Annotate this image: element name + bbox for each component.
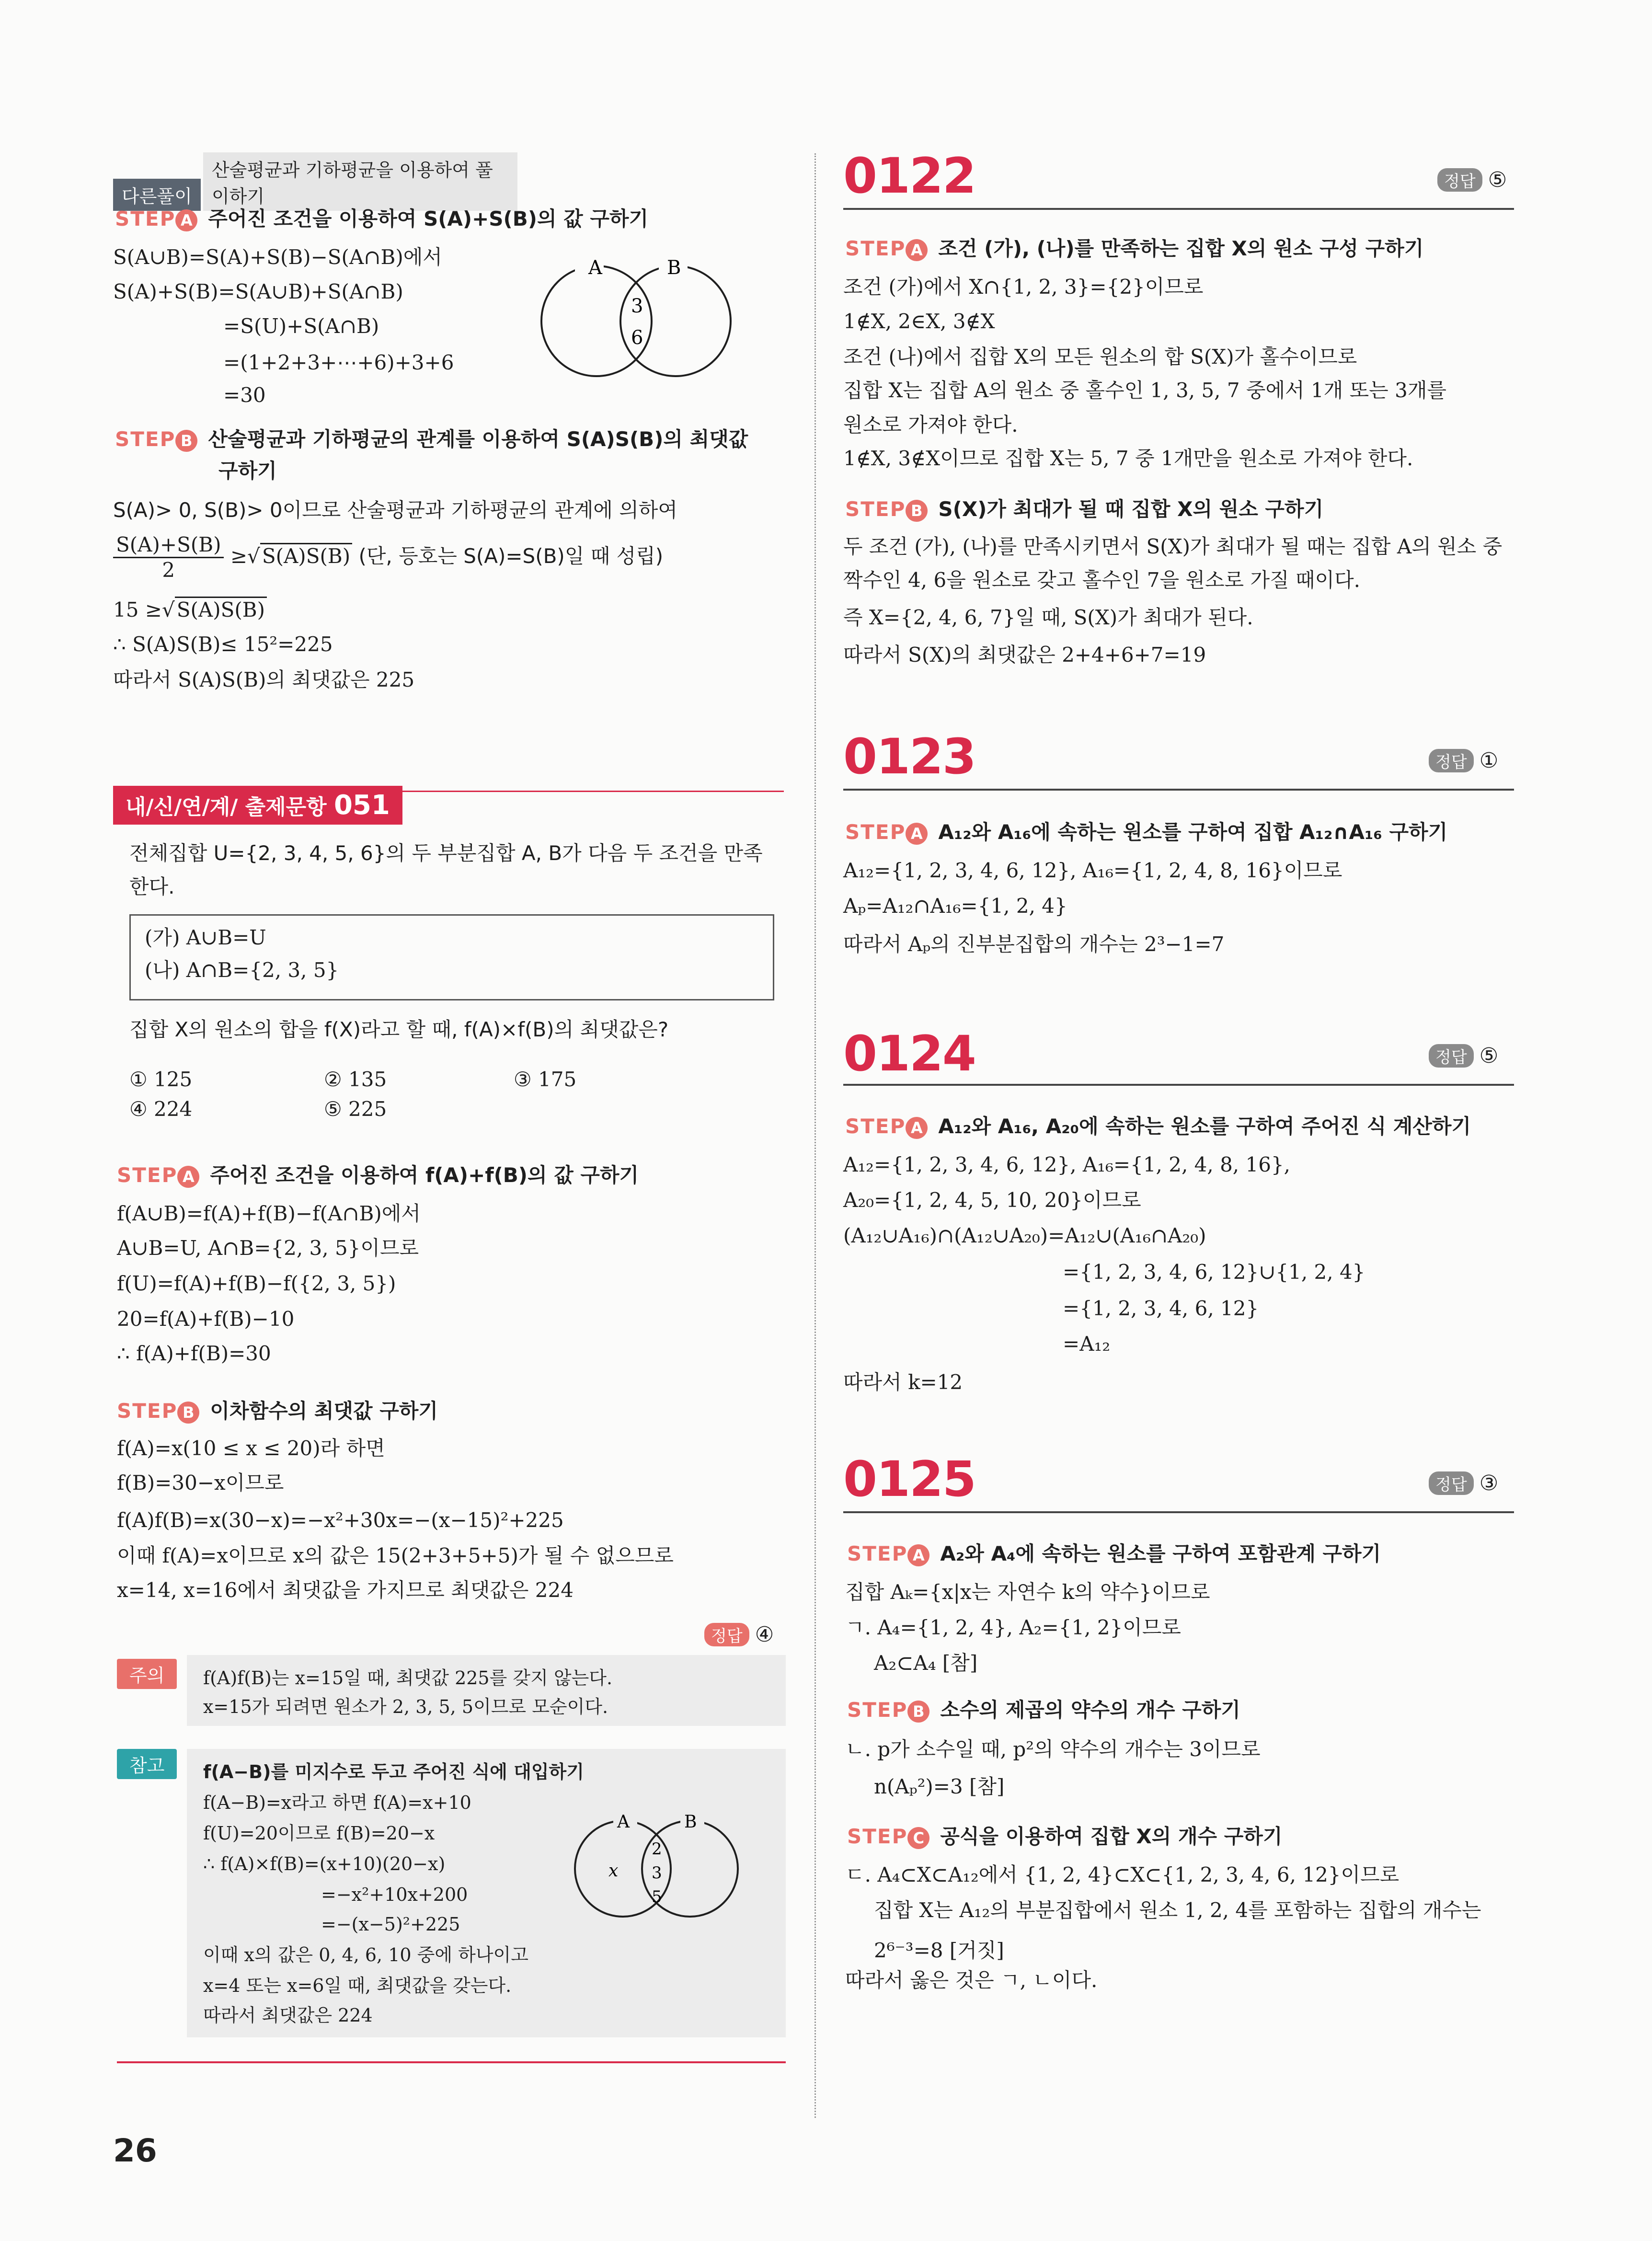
choice: ② 135 (324, 1068, 387, 1091)
venn2-item: 2 (652, 1839, 662, 1859)
venn1-item: 6 (631, 327, 643, 349)
question-text: 집합 X의 원소의 합을 f(X)라고 할 때, f(A)×f(B)의 최댓값은? (129, 1018, 669, 1041)
venn2-label-a: A (617, 1812, 630, 1832)
therefore-line: ∴ S(A)S(B)≤ 15²=225 (113, 632, 333, 656)
reference-line: 따라서 최댓값은 224 (203, 2005, 373, 2026)
solution-line: A₁₂={1, 2, 3, 4, 6, 12}, A₁₆={1, 2, 4, 8, 16}이므로 (843, 859, 1342, 882)
reference-line: 이때 x의 값은 0, 4, 6, 10 중에 하나이고 (203, 1944, 528, 1965)
step-b-title: STEP B 이차함수의 최댓값 구하기 (117, 1399, 438, 1423)
step-b-line: x=14, x=16에서 최댓값을 가지므로 최댓값은 224 (117, 1578, 574, 1602)
step-b-line: f(B)=30−x이므로 (117, 1471, 284, 1494)
alt-step-b-title-cont: 구하기 (218, 459, 277, 483)
alt-step-b-title: STEP B 산술평균과 기하평균의 관계를 이용하여 S(A)S(B)의 최댓값 (115, 427, 748, 451)
solution-line: =A₁₂ (1063, 1332, 1111, 1356)
problem-number: 0124 (843, 1025, 975, 1082)
step-c-line: ㄷ. A₄⊂X⊂A₁₂에서 {1, 2, 4}⊂X⊂{1, 2, 3, 4, 6, 12}이므로 (845, 1863, 1400, 1886)
reference-label: 참고 (117, 1749, 177, 1779)
step-b-line: ㄴ. p가 소수일 때, p²의 약수의 개수는 3이므로 (845, 1737, 1261, 1761)
problem-text: 한다. (129, 875, 175, 898)
solution-line: (A₁₂∪A₁₆)∩(A₁₂∪A₂₀)=A₁₂∪(A₁₆∩A₂₀) (843, 1224, 1206, 1247)
alt-step-a-line: =S(U)+S(A∩B) (223, 314, 379, 338)
condition: (나) A∩B={2, 3, 5} (145, 958, 339, 982)
step-a-line: 조건 (나)에서 집합 X의 모든 원소의 합 S(X)가 홀수이므로 (843, 345, 1357, 368)
step-a-line: ∴ f(A)+f(B)=30 (117, 1342, 271, 1365)
answer-badge: 정답 ③ (1429, 1471, 1498, 1495)
am-gm-inequality: $\frac{S(A)+S(B)}{2}$ ≥√S(A)S(B) (단, 등호는 S(A)=S(B)일 때 성립) (113, 533, 663, 583)
step-c-title: STEP C 공식을 이용하여 집합 X의 개수 구하기 (847, 1825, 1283, 1848)
choice: ① 125 (129, 1068, 193, 1091)
reference-line: =−x²+10x+200 (321, 1884, 468, 1905)
answer-badge: 정답 ⑤ (1437, 168, 1507, 192)
step-c-line: 2⁶⁻³=8 [거짓] (874, 1939, 1004, 1962)
problem-text: 전체집합 U={2, 3, 4, 5, 6}의 두 부분집합 A, B가 다음 두 조건을 만족 (129, 841, 763, 865)
condition: (가) A∪B=U (145, 926, 266, 949)
problem-rule (843, 789, 1514, 791)
venn2-item: 3 (652, 1863, 662, 1883)
step-a-line: 1∉X, 3∉X이므로 집합 X는 5, 7 중 1개만을 원소로 가져야 한다. (843, 447, 1413, 470)
step-a-title: STEP A A₁₂와 A₁₆, A₂₀에 속하는 원소를 구하여 주어진 식 계산하기 (845, 1115, 1471, 1138)
step-a-line: ㄱ. A₄={1, 2, 4}, A₂={1, 2}이므로 (845, 1616, 1182, 1639)
step-a-title: STEP A A₂와 A₄에 속하는 원소를 구하여 포함관계 구하기 (847, 1542, 1381, 1565)
step-b-line: f(A)=x(10 ≤ x ≤ 20)라 하면 (117, 1437, 385, 1460)
step-a-line: 20=f(A)+f(B)−10 (117, 1307, 295, 1331)
venn1-item: 3 (631, 295, 643, 317)
solution-line: 따라서 k=12 (843, 1370, 963, 1394)
alt-solution-label: 다른풀이 (113, 179, 201, 211)
inequality-line: 15 ≥√S(A)S(B) (113, 598, 267, 622)
solution-line: A₂₀={1, 2, 4, 5, 10, 20}이므로 (843, 1188, 1141, 1212)
solution-line: ={1, 2, 3, 4, 6, 12} (1063, 1297, 1259, 1320)
problem-rule (843, 1084, 1514, 1086)
note-label: 주의 (117, 1659, 177, 1689)
step-a-line: f(U)=f(A)+f(B)−f({2, 3, 5}) (117, 1272, 396, 1295)
venn2-label-b: B (684, 1812, 697, 1832)
venn-diagram-2 (561, 1806, 762, 1931)
venn2-left-item: x (608, 1861, 619, 1881)
alt-step-b-line: S(A)> 0, S(B)> 0이므로 산술평균과 기하평균의 관계에 의하여 (113, 498, 677, 522)
problem-rule (843, 1511, 1514, 1513)
problem-number: 0123 (843, 728, 975, 785)
alt-solution-text: 산술평균과 기하평균을 이용하여 풀이하기 (203, 152, 517, 211)
step-a-line: 조건 (가)에서 X∩{1, 2, 3}={2}이므로 (843, 275, 1204, 299)
naesin-label: 내/신/연/계/ 출제문항 051 (113, 786, 402, 825)
solution-line: 따라서 Aₚ의 진부분집합의 개수는 2³−1=7 (843, 932, 1225, 956)
choice: ⑤ 225 (324, 1097, 387, 1121)
note-line: f(A)f(B)는 x=15일 때, 최댓값 225를 갖지 않는다. (203, 1667, 613, 1689)
venn1-label-b: B (667, 257, 681, 279)
step-b-line: 두 조건 (가), (나)를 만족시키면서 S(X)가 최대가 될 때는 집합 A의 원소 중 (843, 535, 1503, 558)
step-a-line: f(A∪B)=f(A)+f(B)−f(A∩B)에서 (117, 1202, 421, 1225)
step-a-title: STEP A 주어진 조건을 이용하여 f(A)+f(B)의 값 구하기 (117, 1163, 639, 1187)
step-b-title: STEP B 소수의 제곱의 약수의 개수 구하기 (847, 1698, 1240, 1722)
step-b-line: 짝수인 4, 6을 원소로 갖고 홀수인 7을 원소로 가질 때이다. (843, 568, 1361, 592)
step-a-line: 원소로 가져야 한다. (843, 413, 1018, 437)
choice: ④ 224 (129, 1097, 193, 1121)
choice: ③ 175 (514, 1068, 577, 1091)
alt-step-a-title: STEP A 주어진 조건을 이용하여 S(A)+S(B)의 값 구하기 (115, 207, 649, 230)
venn-diagram-1 (532, 249, 752, 393)
alt-step-a-line: =(1+2+3+⋯+6)+3+6 (223, 351, 454, 374)
solution-line: Aₚ=A₁₂∩A₁₆={1, 2, 4} (843, 894, 1067, 918)
problem-number: 0122 (843, 148, 975, 205)
reference-line: =−(x−5)²+225 (321, 1914, 460, 1935)
answer-badge: 정답 ④ (704, 1622, 774, 1647)
step-b-line: 따라서 S(X)의 최댓값은 2+4+6+7=19 (843, 643, 1206, 667)
step-a-title: STEP A 조건 (가), (나)를 만족하는 집합 X의 원소 구성 구하기 (845, 237, 1424, 260)
solution-line: ={1, 2, 3, 4, 6, 12}∪{1, 2, 4} (1063, 1260, 1365, 1284)
alt-solution-banner (113, 152, 544, 207)
step-a-title: STEP A A₁₂와 A₁₆에 속하는 원소를 구하여 집합 A₁₂∩A₁₆ 구하기 (845, 820, 1448, 844)
note-line: x=15가 되려면 원소가 2, 3, 5, 5이므로 모순이다. (203, 1696, 608, 1717)
step-b-line: 이때 f(A)=x이므로 x의 값은 15(2+3+5+5)가 될 수 없으므로 (117, 1544, 674, 1567)
left-bottom-rule (117, 2061, 786, 2063)
problem-number: 0125 (843, 1451, 975, 1508)
step-b-line: n(Aₚ²)=3 [참] (874, 1775, 1005, 1798)
step-a-line: 집합 X는 집합 A의 원소 중 홀수인 1, 3, 5, 7 중에서 1개 또는 3개를 (843, 379, 1446, 402)
step-c-line: 집합 X는 A₁₂의 부분집합에서 원소 1, 2, 4를 포함하는 집합의 개수는 (874, 1898, 1481, 1922)
alt-step-a-line: =30 (223, 383, 266, 407)
solution-line: A₁₂={1, 2, 3, 4, 6, 12}, A₁₆={1, 2, 4, 8, 16}, (843, 1153, 1291, 1176)
alt-step-a-line: S(A)+S(B)=S(A∪B)+S(A∩B) (113, 280, 403, 303)
column-divider (815, 153, 816, 2118)
venn2-item: 5 (652, 1887, 662, 1907)
answer-badge: 정답 ⑤ (1429, 1044, 1498, 1068)
reference-line: x=4 또는 x=6일 때, 최댓값을 갖는다. (203, 1975, 512, 1996)
venn1-label-a: A (588, 257, 602, 279)
step-b-title: STEP B S(X)가 최대가 될 때 집합 X의 원소 구하기 (845, 497, 1324, 521)
alt-step-a-line: S(A∪B)=S(A)+S(B)−S(A∩B)에서 (113, 245, 442, 269)
step-a-line: A₂⊂A₄ [참] (874, 1651, 978, 1675)
alt-conclusion: 따라서 S(A)S(B)의 최댓값은 225 (113, 668, 415, 691)
step-b-line: f(A)f(B)=x(30−x)=−x²+30x=−(x−15)²+225 (117, 1508, 564, 1532)
step-c-line: 따라서 옳은 것은 ㄱ, ㄴ이다. (845, 1968, 1098, 1992)
step-b-line: 즉 X={2, 4, 6, 7}일 때, S(X)가 최대가 된다. (843, 606, 1253, 629)
step-a-line: 1∉X, 2∈X, 3∉X (843, 310, 995, 333)
reference-line: f(A−B)를 미지수로 두고 주어진 식에 대입하기 (203, 1761, 584, 1782)
page-number: 26 (113, 2132, 157, 2169)
reference-line: f(U)=20이므로 f(B)=20−x (203, 1823, 435, 1844)
step-a-line: 집합 Aₖ={x|x는 자연수 k의 약수}이므로 (845, 1580, 1210, 1604)
reference-line: f(A−B)=x라고 하면 f(A)=x+10 (203, 1792, 471, 1813)
reference-line: ∴ f(A)×f(B)=(x+10)(20−x) (203, 1853, 446, 1874)
answer-badge: 정답 ① (1429, 748, 1498, 773)
step-a-line: A∪B=U, A∩B={2, 3, 5}이므로 (117, 1236, 419, 1260)
problem-rule (843, 208, 1514, 210)
